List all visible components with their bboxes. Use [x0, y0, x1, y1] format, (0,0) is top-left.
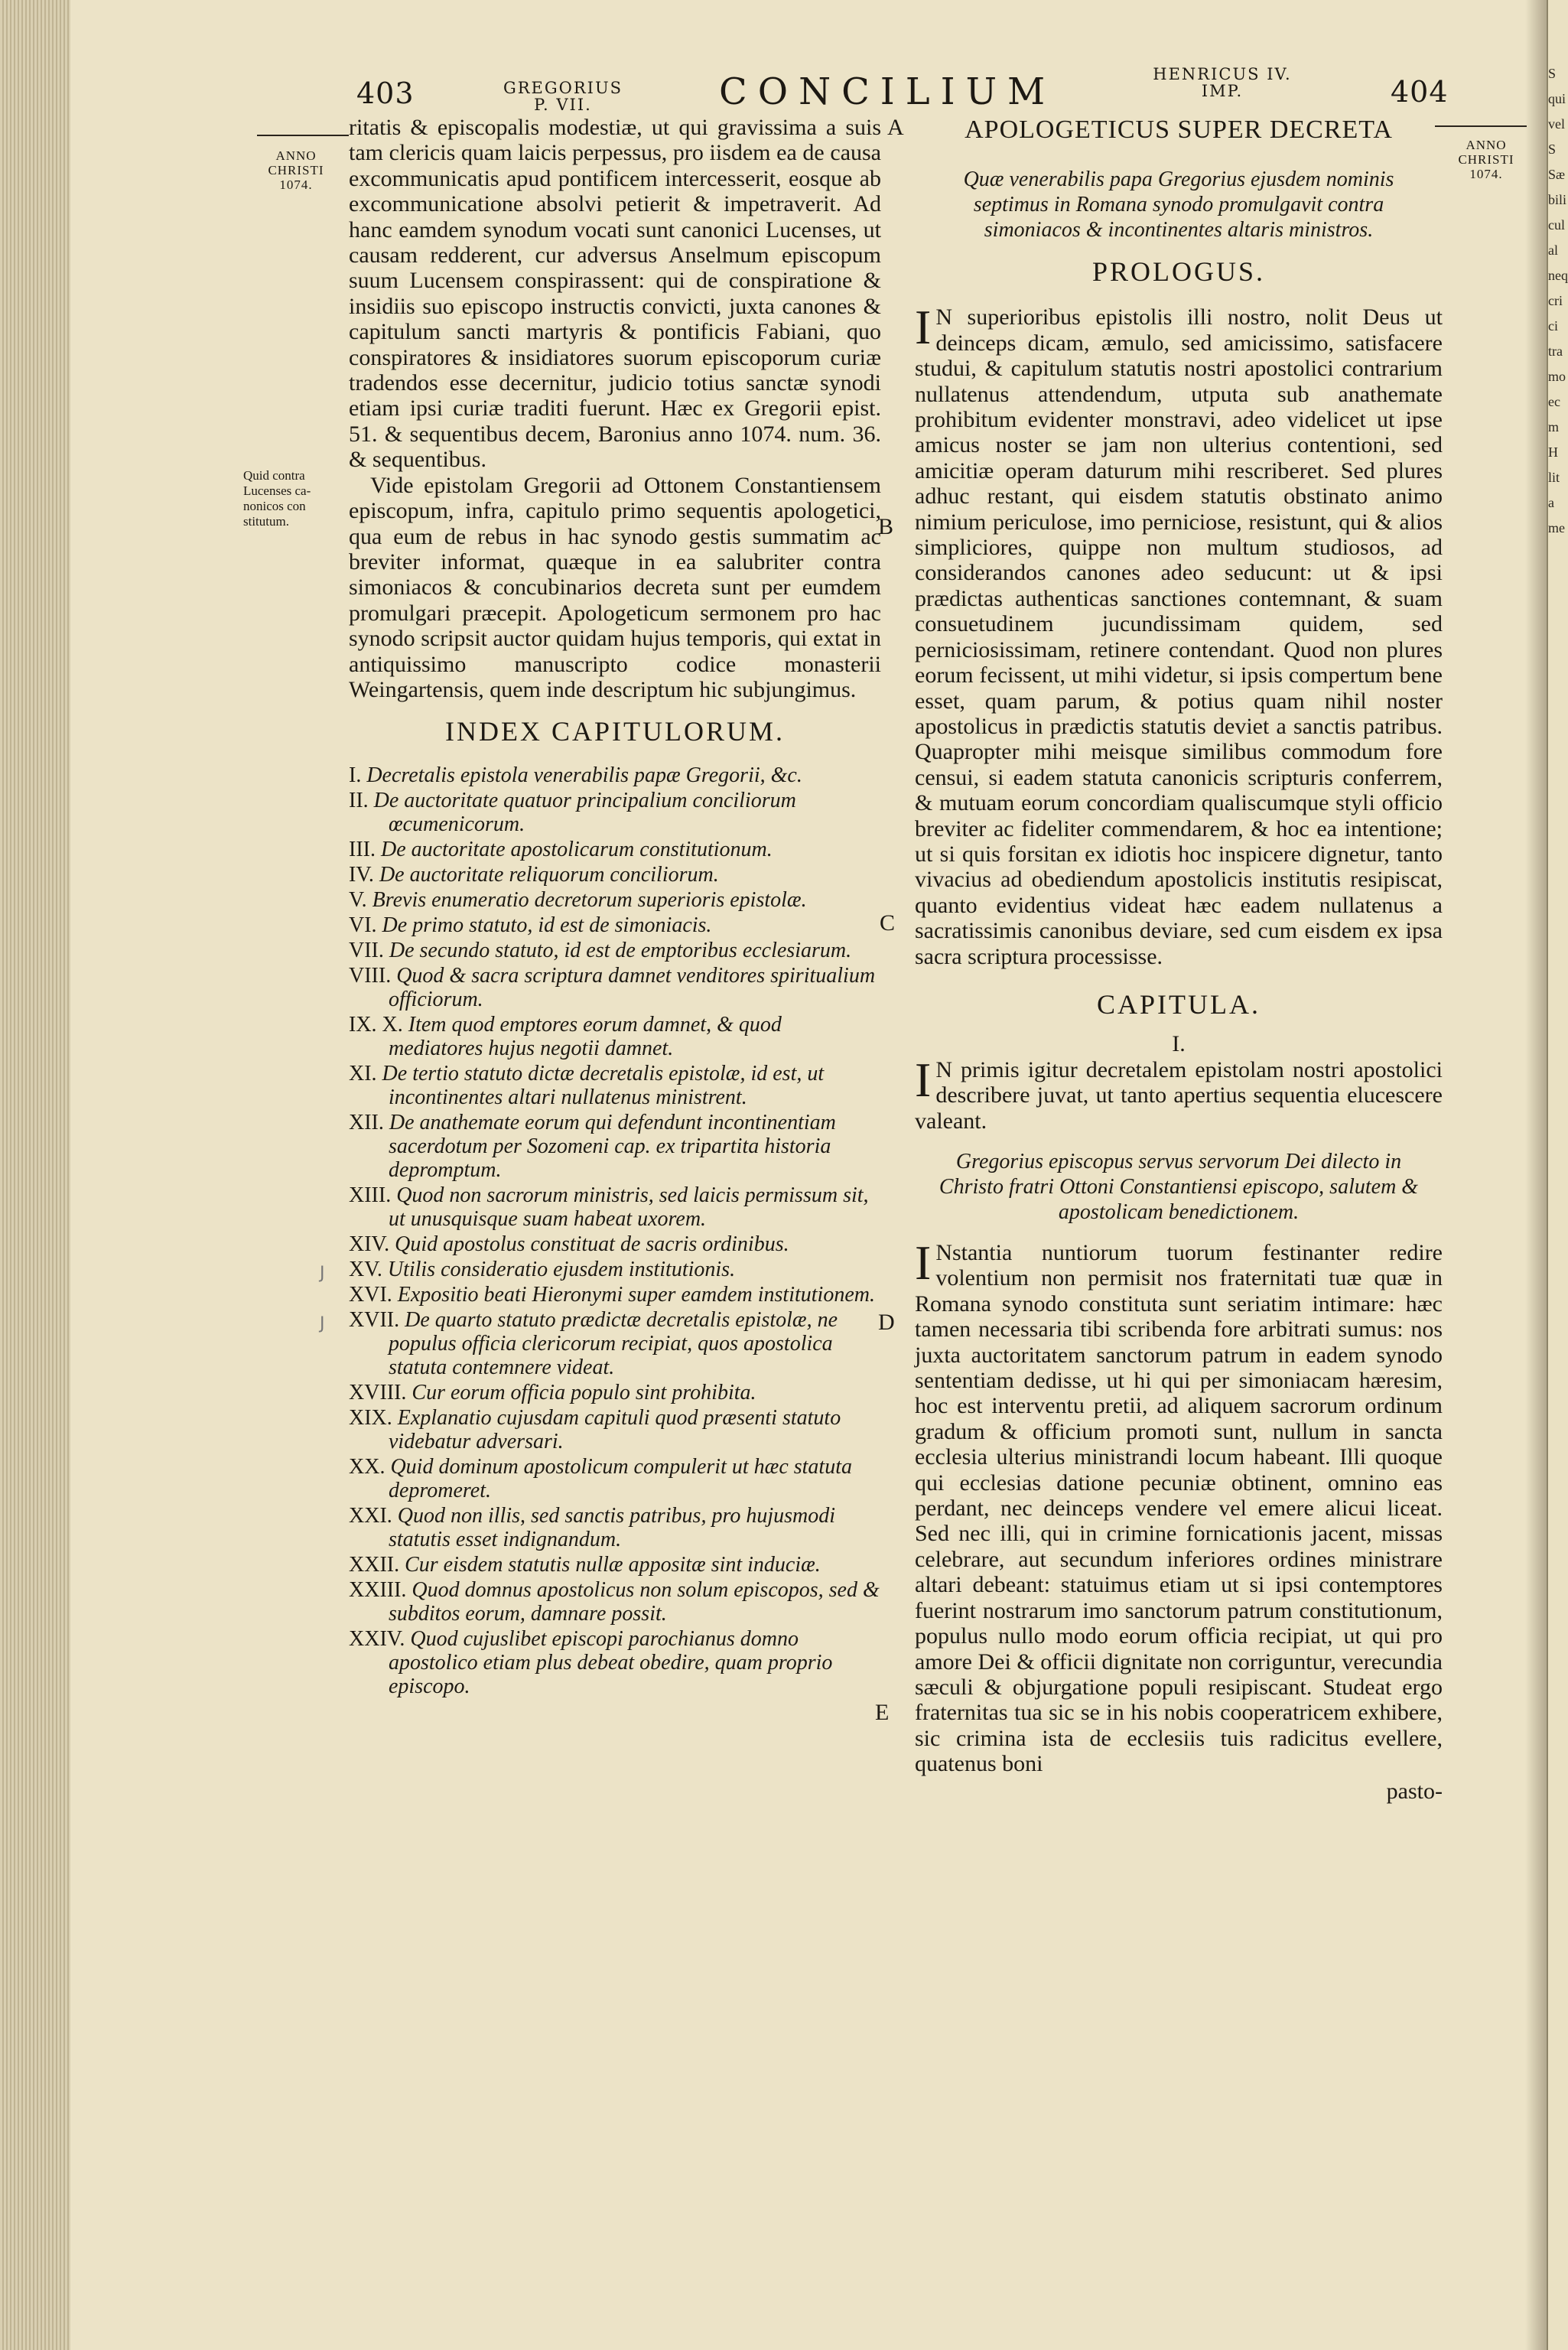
right-page-number: 404: [1391, 75, 1449, 109]
index-entry-text: Cur eisdem statutis nullæ appositæ sint induciæ.: [405, 1552, 821, 1577]
index-entry: [349, 1232, 881, 1256]
index-entry-number: XV.: [349, 1257, 382, 1281]
index-entry-text: Quod domnus apostolicus non solum episcopos, sed & subditos eorum, damnare possit.: [389, 1577, 880, 1626]
runhead-emperor-title: IMP.: [1201, 82, 1244, 100]
index-entry-number: XIX.: [349, 1405, 392, 1430]
runhead-pope-number: P. VII.: [534, 96, 592, 114]
drop-capital: I: [915, 1052, 932, 1107]
next-page-fragment-line: S: [1548, 66, 1557, 81]
index-entry-number: IX. X.: [349, 1012, 403, 1037]
index-entry-number: XX.: [349, 1454, 385, 1479]
right-margin-rule: [1435, 125, 1527, 127]
margin-letter-b: B: [878, 514, 894, 539]
left-runhead: [502, 80, 624, 113]
right-runhead: [1138, 66, 1306, 99]
index-entry-text: Utilis consideratio ejusdem institutionis.: [387, 1257, 736, 1281]
index-entry-number: XXI.: [349, 1503, 392, 1528]
index-entry-number: XII.: [349, 1110, 384, 1134]
drop-capital: I: [915, 1235, 932, 1290]
next-page-fragment-line: a: [1548, 495, 1554, 510]
note-line: Lucenses ca-: [243, 483, 311, 498]
index-entry: [349, 1627, 881, 1698]
index-entry: [349, 789, 881, 836]
index-entry-text: Quod non sacrorum ministris, sed laicis permissum sit, ut unusquisque suam habeat uxorem.: [389, 1183, 869, 1231]
drop-capital: I: [915, 300, 932, 355]
index-entry-text: De auctoritate quatuor principalium conciliorum œcumenicorum.: [373, 788, 796, 836]
christi-label: CHRISTI: [268, 163, 324, 177]
index-entry: [349, 913, 881, 937]
index-entry: [349, 1406, 881, 1453]
index-entry-text: Explanatio cujusdam capituli quod præsenti statuto videbatur adversari.: [389, 1405, 841, 1453]
index-entry-number: XVI.: [349, 1282, 392, 1307]
index-entry-number: II.: [349, 788, 369, 812]
index-entry: [349, 1111, 881, 1182]
index-entry: [349, 888, 881, 912]
index-entry-number: XI.: [349, 1061, 377, 1085]
index-entry: [349, 1258, 881, 1281]
anno-label: ANNO: [275, 148, 317, 163]
page-title: CONCILIUM: [719, 70, 1056, 113]
index-entry-number: XVII.: [349, 1307, 400, 1332]
vide-paragraph: Vide epistolam Gregorii ad Ottonem Constantiensem episcopum, infra, capitulo primo sequentis apologetici, qua eum de rebus in hac synodo gestis summatim ac breviter informat, quæque in ea salubriter contra simoniacos & concubinarios decreta sunt per eumdem promulgari præcepit. Apologeticum sermonem pro hac synodo scripsit auctor quidam hujus temporis, qui extat in antiquissimo manuscripto codice monasterii Weingartensis, quem inde descriptum hic subjungimus.: [349, 472, 881, 702]
index-entry-number: VII.: [349, 938, 384, 962]
index-entry-text: Quod cujuslibet episcopi parochianus domno apostolico etiam plus debeat obedire, quam proprio episcopo.: [389, 1626, 833, 1698]
index-entry-text: Brevis enumeratio decretorum superioris epistolæ.: [372, 887, 807, 912]
apologeticus-title: APOLOGETICUS SUPER DECRETA: [965, 116, 1393, 144]
prologus-paragraph: [915, 300, 1443, 969]
letter-greeting: Gregorius episcopus servus servorum Dei dilecto in Christo fratri Ottoni Constantiensi episcopo, salutem & apostolicam benedictionem.: [939, 1150, 1419, 1224]
prologus-heading: PROLOGUS.: [1091, 256, 1266, 287]
margin-letter-c: C: [880, 910, 896, 936]
next-page-fragment-line: bili: [1548, 192, 1567, 207]
index-entry-text: Expositio beati Hieronymi super eamdem institutionem.: [397, 1282, 875, 1307]
index-entry: [349, 939, 881, 962]
index-entry: [349, 1578, 881, 1626]
next-page-fragment-line: al: [1548, 242, 1558, 258]
index-entry-number: XVIII.: [349, 1380, 407, 1404]
apologeticus-subtitle: Quæ venerabilis papa Gregorius ejusdem nominis septimus in Romana synodo promulgavit contra simoniacos & incontinentes altaris ministros.: [963, 168, 1394, 242]
index-entry-text: De auctoritate reliquorum conciliorum.: [379, 862, 719, 887]
index-entry-text: Cur eorum officia populo sint prohibita.: [412, 1380, 756, 1404]
next-page-fragment-line: qui: [1548, 91, 1566, 106]
index-entry-text: Quid dominum apostolicum compulerit ut hæc statuta depromeret.: [389, 1454, 852, 1502]
index-entry-text: Decretalis epistola venerabilis papæ Gregorii, &c.: [366, 763, 802, 787]
index-entry-text: Quid apostolus constituat de sacris ordinibus.: [395, 1232, 789, 1256]
year-label: 1074.: [279, 177, 313, 192]
catchword: pasto-: [1386, 1778, 1443, 1804]
margin-letter-d: D: [878, 1310, 895, 1335]
index-entry: [349, 1013, 881, 1060]
marginal-note-lucenses: [243, 468, 350, 529]
prologus-text: N superioribus epistolis illi nostro, nolit Deus ut deinceps dicam, æmulo, sed amicissimo, satisfacere studui, & capitulum statutis nostri apostolici contrarium nullatenus attendendum, utputa sub anathemate prohibitum evidenter monstravi, adeo videlicet ut ipse amicus noster se jam non ulterius contentioni, sed amicitiæ operam daturum mihi rescriberet. Sed plures adhuc restant, qui eisdem statutis obstinato animo nimium periculose, imo perniciose, resistunt, qui & alios simpliciores, quippe non multum studiosos, ad considerandos canones adeo seducunt: ut & ipsi prædictas authenticas sanctiones contemnant, & suam consuetudinem jucundissimam quidem, sed perniciosissimam, retinere contendant. Quod non plures eorum fecissent, ut mihi videtur, si ipsis compertum bene esset, quam parum, & potius quam nihil noster apostolicus in prædictis statutis deviet a sanctis patribus. Quapropter mihi meisque similibus commodum fore censui, si eadem statuta canonicis scripturis conferrem, & mutuam eorum concordiam qualiscumque styli officio breviter ac fideliter commendarem, & hoc ea intentione; ut si quis forsitan ex idiotis hoc inspicere dignetur, tanto vivacius ad obediendum apostolicis institutis resipiscat, quanto evidentius videat hæc eadem nullatenus a sacratissimis canonibus deviare, sed cum eisdem ex ipsa sacra scriptura processisse.: [915, 304, 1443, 969]
index-entry-number: VI.: [349, 913, 377, 937]
next-page-fragment-line: ec: [1548, 394, 1560, 409]
note-line: stitutum.: [243, 514, 289, 529]
index-entry-number: III.: [349, 837, 376, 861]
next-page-fragment-line: neq: [1548, 268, 1568, 283]
pencil-mark: J: [320, 1314, 325, 1333]
index-entry: [349, 1183, 881, 1231]
index-entry: [349, 964, 881, 1011]
index-entry: [349, 1381, 881, 1404]
chapter-one-paragraph: [915, 1052, 1443, 1134]
index-entry: [349, 1553, 881, 1577]
index-entry-text: De auctoritate apostolicarum constitutionum.: [380, 837, 773, 861]
anno-christi-left: [246, 148, 346, 192]
index-entry: [349, 1504, 881, 1551]
left-column: [349, 115, 881, 1700]
index-entry: [349, 838, 881, 861]
index-entry-text: Quod non illis, sed sanctis patribus, pro hujusmodi statutis esset indignandum.: [389, 1503, 835, 1551]
next-page-fragment-line: mo: [1548, 369, 1566, 384]
capitula-heading: CAPITULA.: [1097, 988, 1261, 1020]
next-page-fragment-line: lit: [1548, 470, 1560, 485]
left-page-number: 403: [356, 76, 415, 110]
letter-text: Nstantia nuntiorum tuorum festinanter redire volentium non permisit nos fraternitati tuæ quæ in Romana synodo constituta sunt seriatim intimare: hæc tamen necessaria tibi scribenda fore arbitrati sumus: nos juxta auctoritatem sanctorum patrum in eadem synodo sententiam dedisse, ut hi qui per simoniacam hæresim, hoc est interventu pretii, ad aliquem sacrorum ordinum gradum & officium promoti sunt, nullum in sancta ecclesia ulterius ministrandi locum habeant. Illi quoque qui ecclesias datione pecuniæ obtinent, omnino eas perdant, nec deinceps vendere vel emere alicui liceat. Sed nec illi, qui in crimine fornicationis jacent, missas celebrare, aut secundum inferiores ordines ministrare altari debeant: statuimus etiam ut si ipsi contemptores fuerint nostrarum imo sanctorum patrum constitutionum, populus nullo modo eorum officia recipiat, ut qui pro amore Dei & officii dignitate non corriguntur, verecundia sæculi & objurgatione populi resipiscant. Studeat ergo fraternitas tua sic se in his nobis cooperatricem exhibere, sic crimina ista de ecclesiis tuis radicitus evellere, quatenus boni: [915, 1240, 1443, 1777]
left-margin-rule: [257, 135, 349, 136]
margin-letter-a: A: [887, 115, 904, 140]
index-entry-text: De primo statuto, id est de simoniacis.: [382, 913, 712, 937]
index-entry: [349, 763, 881, 787]
index-entry-number: I.: [349, 763, 362, 787]
runhead-emperor: HENRICUS IV.: [1153, 65, 1292, 83]
index-title: INDEX CAPITULORUM.: [445, 716, 785, 747]
left-opening-paragraph: ritatis & episcopalis modestiæ, ut qui gravissima a suis tam clericis quam laicis perpessus, pro iisdem ea de causa excommunicatis apud pontificem intercesserit, eosque ab excommunicatione absolvi petierit & impetraverit. Ad hanc eamdem synodum vocati sunt canonici Lucenses, ut causam redderent, cur adversus Anselmum episcopum suum Lucensem conspirassent: qui de conspiratione & insidiis suo episcopo instructis convicti, juxta canones & capitulum sancti martyris & pontificis Fabiani, quo conspiratores & insidiatores suorum episcoporum curiæ tradendos esse decernitur, judicio totius sanctæ synodi etiam ipsi curiæ traditi fuerunt. Hæc ex Gregorii epist. 51. & sequentibus decem, Baronius anno 1074. num. 36. & sequentibus.: [349, 115, 881, 473]
margin-letter-e: E: [875, 1700, 890, 1725]
index-entry: [349, 1062, 881, 1109]
next-page-fragment-line: ci: [1548, 318, 1558, 334]
next-page-fragment-line: cri: [1548, 293, 1563, 308]
anno-christi-right: [1444, 138, 1528, 181]
next-page-fragment-line: me: [1548, 520, 1565, 535]
next-page-fragment-line: m: [1548, 419, 1560, 435]
index-entry-number: XXII.: [349, 1552, 400, 1577]
index-entry-number: XXIII.: [349, 1577, 407, 1602]
right-column: [915, 115, 1443, 1804]
runhead-pope: GREGORIUS: [503, 79, 623, 97]
index-entry: [349, 1308, 881, 1379]
gutter-shadow: [1525, 0, 1547, 2350]
index-entry-number: VIII.: [349, 963, 392, 988]
index-entry: [349, 863, 881, 887]
letter-paragraph: [915, 1235, 1443, 1777]
next-page-fragment-line: S: [1548, 142, 1557, 157]
chapter-one-text: N primis igitur decretalem epistolam nostri apostolici describere juvat, ut tanto apertius sequentia elucescere valeant.: [915, 1056, 1443, 1134]
next-page-fragment-line: tra: [1548, 343, 1563, 359]
index-entry-number: XXIV.: [349, 1626, 405, 1651]
next-page-fragment-line: H: [1548, 444, 1558, 460]
next-page-fragment-line: cul: [1548, 217, 1565, 233]
index-entry-number: IV.: [349, 862, 374, 887]
christi-label: CHRISTI: [1458, 152, 1514, 167]
index-entry-text: Item quod emptores eorum damnet, & quod mediatores hujus negotii damnet.: [389, 1012, 782, 1060]
index-entry-text: Quod & sacra scriptura damnet venditores spiritualium officiorum.: [389, 963, 876, 1011]
pencil-mark: J: [320, 1264, 325, 1283]
index-list: [349, 763, 881, 1698]
index-entry-number: V.: [349, 887, 367, 912]
index-entry: [349, 1283, 881, 1307]
index-entry-text: De tertio statuto dictæ decretalis epistolæ, id est, ut incontinentes altari nullatenus ministrent.: [382, 1061, 825, 1109]
book-page-edge: [0, 0, 70, 2350]
index-entry-text: De secundo statuto, id est de emptoribus ecclesiarum.: [389, 938, 852, 962]
anno-label: ANNO: [1466, 138, 1507, 152]
note-line: nonicos con: [243, 499, 306, 513]
chapter-number: I.: [1172, 1031, 1186, 1057]
index-entry-text: De quarto statuto prædictæ decretalis epistolæ, ne populus officia clericorum recipiat, quos apostolica statuta contemnere videat.: [389, 1307, 838, 1379]
note-line: Quid contra: [243, 468, 305, 483]
index-entry: [349, 1455, 881, 1502]
next-page-fragment-line: vel: [1548, 116, 1565, 132]
year-label: 1074.: [1469, 167, 1503, 181]
index-entry-number: XIII.: [349, 1183, 392, 1207]
index-entry-text: De anathemate eorum qui defendunt incontinentiam sacerdotum per Sozomeni cap. ex tripartita historia depromptum.: [389, 1110, 836, 1182]
index-entry-number: XIV.: [349, 1232, 390, 1256]
next-page-fragment-line: Sæ: [1548, 167, 1566, 182]
next-page-fragment: [1548, 61, 1568, 541]
